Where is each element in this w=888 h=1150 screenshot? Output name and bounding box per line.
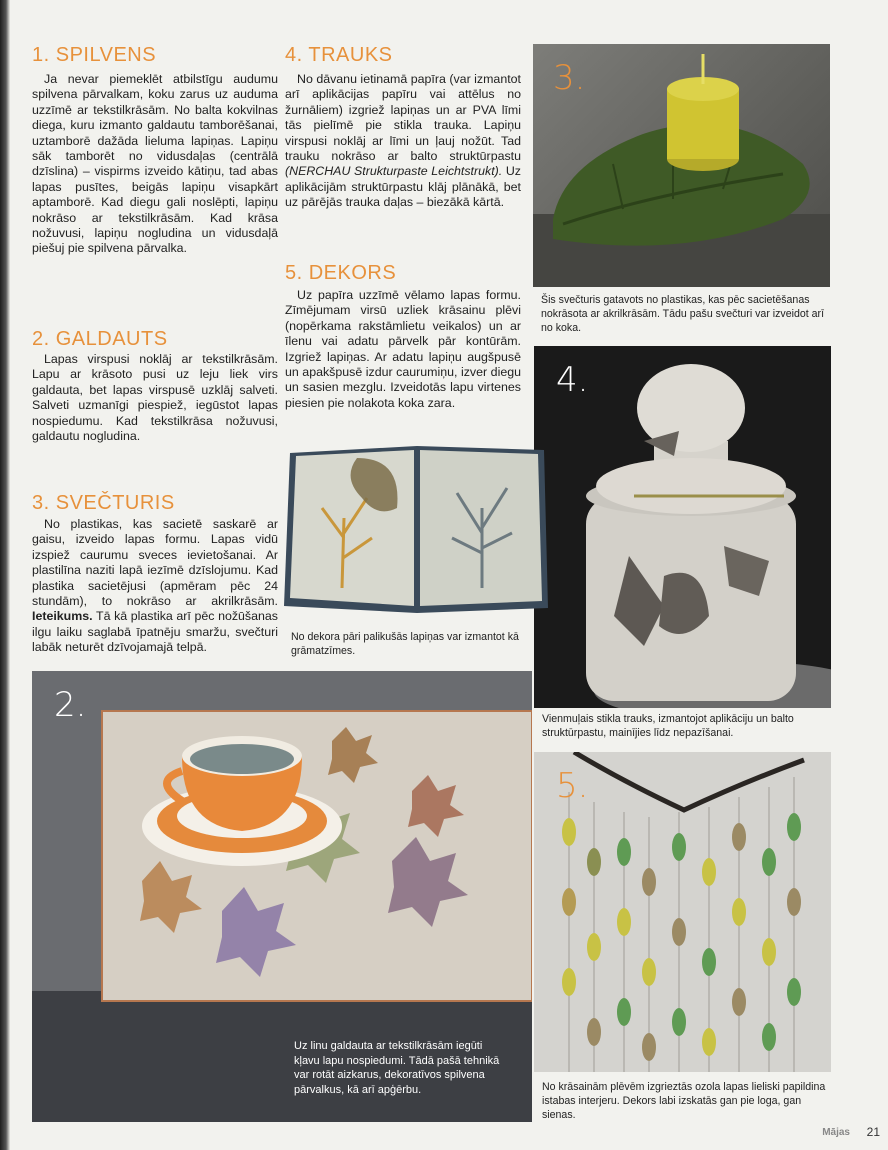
binding-shadow: [0, 0, 10, 1150]
photo-tablecloth: [32, 671, 532, 1122]
photo-jar: [534, 346, 831, 708]
caption-jar: Vienmuļais stikla trauks, izmantojot aplikāciju un balto struktūrpastu, mainījies līdz nepazīšanai.: [542, 713, 794, 739]
photo-number-3: 3.: [553, 58, 586, 98]
photo-leaf-garland: [534, 752, 831, 1072]
heading-trauks: 4. TRAUKS: [285, 44, 393, 66]
text-trauks-italic: (NERCHAU Strukturpaste Leichtstrukt).: [285, 164, 503, 179]
heading-spilvens: 1. SPILVENS: [32, 44, 157, 66]
photo-number-2: 2.: [54, 685, 87, 725]
photo-candle-holder: [533, 44, 830, 287]
heading-svecturis: 3. SVEČTURIS: [32, 492, 175, 514]
caption-leaf-garland: No krāsainām plēvēm izgrieztās ozola lapas lieliski papildina istabas interjeru. Dekors labi izskatās gan pie loga, gan sienas.: [542, 1081, 826, 1121]
page-number: 21: [866, 1125, 880, 1139]
text-trauks-main: No dāvanu ietinamā papīra (var izmantot arī aplikācijas papīru vai attēlus no žurnāliem) izgriež lapiņas un ar PVA līmi tās pielīmē pie stikla trauka. Lapiņu virspusi noklāj ar līmi un ļauj nožūt. Tad trauku nokrāso ar balto struktūrpastu: [285, 72, 521, 164]
jar-illustration: [534, 346, 831, 708]
text-galdauts: Lapas virspusi noklāj ar tekstilkrāsām. Lapu ar krāsoto pusi uz leju liek virs galdauta, bet lapas virspusē uzklāj salveti. Salveti uzmanīgi piespiež, iegūstot lapas nospiedumu. Kad tekstilkrāsa nožuvusi, galdautu nogludina.: [32, 352, 278, 444]
text-trauks-end: Uz aplikācijām struktūrpastu klāj plānākā, bet uz pārējās trauka daļas – biezākā kārtā.: [285, 164, 521, 210]
book-illustration: [282, 438, 548, 616]
heading-galdauts: 2. GALDAUTS: [32, 328, 168, 350]
caption-tablecloth: Uz linu galdauta ar tekstilkrāsām iegūti kļavu lapu nospiedumi. Tādā pašā tehnikā var rotāt aizkarus, dekoratīvos spilvena pārvalkus, kā arī apģērbu.: [294, 1040, 500, 1096]
text-trauks: [285, 72, 521, 211]
magazine-page: [8, 0, 888, 1150]
magazine-logo: Mājas: [822, 1127, 850, 1138]
text-dekors: Uz papīra uzzīmē vēlamo lapas formu. Zīmējumam virsū uzliek krāsainu plēvi (nopērkama rakstāmlietu veikalos) un ar īlenu vai adatu pārvelk pār kontūrām. Izgriež lapiņas. Ar adatu lapiņu augšpusē un apakšpusē izdur caurumiņu, izver diegu un sasien mezglu. Izveidotās lapu virtenes piesien pie nolakota koka zara.: [285, 288, 521, 410]
tip-label: Ieteikums.: [32, 609, 93, 624]
text-svecturis: [32, 517, 278, 656]
caption-candle-holder: Šis svečturis gatavots no plastikas, kas pēc sacietēšanas nokrāsota ar akrilkrāsām. Tādu pašu svečturi var izveidot arī no koka.: [541, 294, 825, 334]
text-svecturis-main: No plastikas, kas sacietē saskarē ar gaisu, izveido lapas formu. Lapas vidū izspiež caurumu sveces ievietošanai. Ar plastilīna naziti lapā iezīmē dzīslojumu. Kad plastika sacietējusi (apmēram pēc 24 stundām), to nokrāso ar akrilkrāsām.: [32, 517, 278, 609]
photo-number-5: 5.: [556, 766, 589, 806]
tip-text: Tā kā plastika arī pēc nožūšanas ilgu laiku saglabā īpatnēju smaržu, svečturi labāk neturēt dzīvojamajā telpā.: [32, 609, 278, 655]
photo-number-4: 4.: [556, 360, 589, 400]
heading-dekors: 5. DEKORS: [285, 262, 397, 284]
text-spilvens: Ja nevar piemeklēt atbilstīgu audumu spilvena pārvalkam, koku zarus uz auduma uzzīmē ar tekstilkrāsām. No balta kokvilnas diega, kuru izmanto galdautu tamborēšanai, uztamborē dažāda lieluma lapiņas. Lapiņu sāk tamborēt no vidusdaļas (centrālā dzīslina) – vispirms izveido kātiņu, tad abas lapas pusītes, beigās lapiņu visapkārt aptamborē. Kad diegu gali noslēpti, lapiņu nokrāso ar tekstilkrāsām. Kad krāsa nožuvusi, lapiņu nogludina un vidusdaļā piešuj pie spilvena pārvalka.: [32, 72, 278, 256]
caption-book: No dekora pāri palikušās lapiņas var izmantot kā grāmatzīmes.: [291, 631, 519, 657]
photo-book: [282, 438, 548, 616]
